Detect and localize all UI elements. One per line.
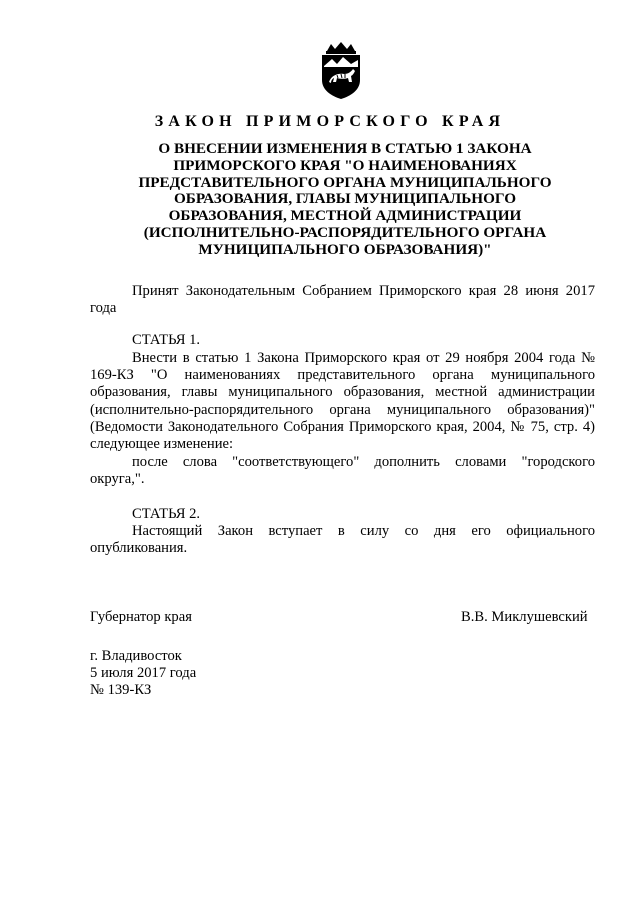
article-1-change: после слова "соответствующего" дополнить словами "городского округа,". xyxy=(90,454,595,488)
article-2-title: СТАТЬЯ 2. xyxy=(132,506,201,522)
article-2-text: Настоящий Закон вступает в силу со дня его официального опубликования. xyxy=(90,523,595,557)
governor-name: В.В. Миклушевский xyxy=(461,609,588,625)
primorsky-krai-coat-of-arms-icon xyxy=(318,42,364,100)
document-heading: О ВНЕСЕНИИ ИЗМЕНЕНИЯ В СТАТЬЮ 1 ЗАКОНА ПРИМОРСКОГО КРАЯ "О НАИМЕНОВАНИЯХ ПРЕДСТАВИТЕЛЬНОГО ОРГАНА МУНИЦИПАЛЬНОГО ОБРАЗОВАНИЯ, ГЛАВЫ МУНИЦИПАЛЬНОГО ОБРАЗОВАНИЯ, МЕСТНОЙ АДМИНИСТРАЦИИ (ИСПОЛНИТЕЛЬНО-РАСПОРЯДИТЕЛЬНОГО ОРГАНА МУНИЦИПАЛЬНОГО ОБРАЗОВАНИЯ)" xyxy=(138,140,552,258)
article-1-text: Внести в статью 1 Закона Приморского края от 29 ноября 2004 года № 169-КЗ "О наименованиях представительного органа муниципального образования, главы муниципального образования, местной администрации (исполнительно-распорядительного органа муниципального образования)" (Ведомости Законодательного Собрания Приморского края, 2004, № 75, стр. 4) следующее изменение: xyxy=(90,350,595,453)
law-title: ЗАКОН ПРИМОРСКОГО КРАЯ xyxy=(154,113,506,130)
law-number: № 139-КЗ xyxy=(90,682,152,698)
signing-city: г. Владивосток xyxy=(90,648,182,664)
article-1-title: СТАТЬЯ 1. xyxy=(132,332,201,348)
governor-position: Губернатор края xyxy=(90,609,192,625)
adoption-statement: Принят Законодательным Собранием Приморского края 28 июня 2017 года xyxy=(90,283,595,317)
signing-date: 5 июля 2017 года xyxy=(90,665,197,681)
